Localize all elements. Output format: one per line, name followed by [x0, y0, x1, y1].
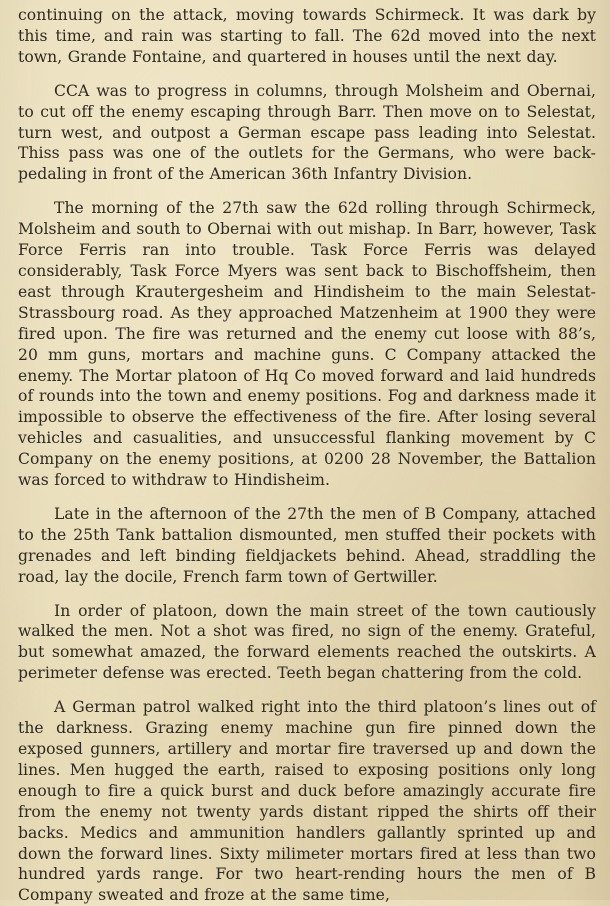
paragraph: In order of platoon, down the main street of the town cautiously walked the men. Not a shot was fired, no sign of the enemy. Grateful, but somewhat amazed, the forward elements reached the outskirts. A perimeter defense was erected. Teeth began chattering from the cold.: [18, 601, 596, 683]
paragraph: Late in the afternoon of the 27th the men of B Company, attached to the 25th Tank battalion dismounted, men stuffed their pockets with grenades and left binding fieldjackets behind. Ahead, straddling the road, lay the docile, French farm town of Gertwiller.: [18, 504, 596, 586]
paragraph: A German patrol walked right into the third platoon’s lines out of the darkness. Grazing enemy machine gun fire pinned down the exposed gunners, artillery and mortar fire traversed up and down the lines. Men hugged the earth, raised to exposing positions only long enough to fire a quick burst and duck before amazingly accurate fire from the enemy not twenty yards distant ripped the shirts off their backs. Medics and ammunition handlers gallantly sprinted up and down the forward lines. Sixty milimeter mortars fired at less than two hundred yards range. For two heart-rending hours the men of B Company sweated and froze at the same time,: [18, 698, 596, 905]
body-text: [18, 5, 596, 906]
paragraph: The morning of the 27th saw the 62d rolling through Schirmeck, Molsheim and south to Obernai with out mishap. In Barr, however, Task Force Ferris ran into trouble. Task Force Ferris was delayed considerably, Task Force Myers was sent back to Bischoffsheim, then east through Krautergesheim and Hindisheim to the main Selestat-Strassbourg road. As they approached Matzenheim at 1900 they were fired upon. The fire was returned and the enemy cut loose with 88’s, 20 mm guns, mortars and machine guns. C Company attacked the enemy. The Mortar platoon of Hq Co moved forward and laid hundreds of rounds into the town and enemy positions. Fog and darkness made it impossible to observe the effectiveness of the fire. After losing several vehicles and casualities, and unsuccessful flanking movement by C Company on the enemy positions, at 0200 28 November, the Battalion was forced to withdraw to Hindisheim.: [18, 199, 596, 490]
paragraph: CCA was to progress in columns, through Molsheim and Obernai, to cut off the enemy escaping through Barr. Then move on to Selestat, turn west, and outpost a German escape pass leading into Selestat. Thiss pass was one of the outlets for the Germans, who were back-pedaling in front of the American 36th Infantry Division.: [18, 81, 596, 184]
paragraph: continuing on the attack, moving towards Schirmeck. It was dark by this time, and rain was starting to fall. The 62d moved into the next town, Grande Fontaine, and quartered in houses until the next day.: [18, 6, 596, 66]
